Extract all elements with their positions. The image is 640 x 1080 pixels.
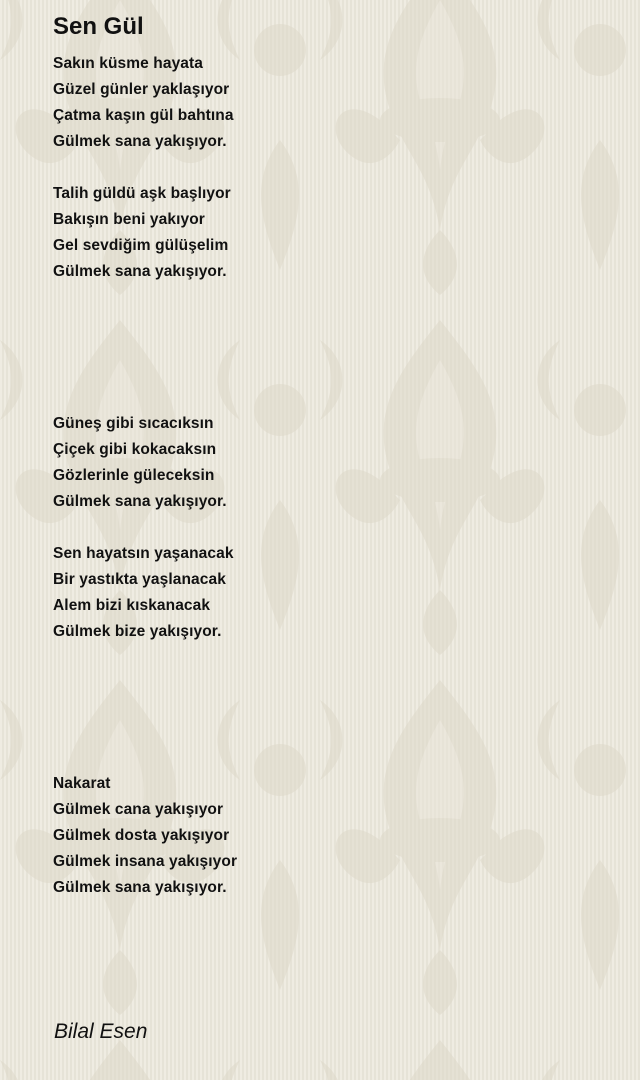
poem-author: Bilal Esen: [54, 1020, 148, 1043]
poem-line: Bir yastıkta yaşlanacak: [53, 571, 226, 588]
poem-line: Gülmek insana yakışıyor: [53, 853, 238, 870]
poem-stanza-5: [53, 771, 237, 901]
poem-line: Talih güldü aşk başlıyor: [53, 185, 231, 202]
poem-stanza-1: [53, 51, 234, 155]
poem-line: Bakışın beni yakıyor: [53, 211, 205, 228]
poem-line: Gülmek sana yakışıyor.: [53, 133, 227, 150]
poem-line: Gülmek cana yakışıyor: [53, 801, 224, 818]
poem-line: Gülmek sana yakışıyor.: [53, 879, 227, 896]
poem-line: Nakarat: [53, 775, 111, 792]
poem-stanza-3: [53, 411, 227, 515]
poem-line: Gözlerinle güleceksin: [53, 467, 215, 484]
poem-line: Gel sevdiğim gülüşelim: [53, 237, 229, 254]
poem-title: Sen Gül: [53, 13, 144, 40]
poem-line: Çiçek gibi kokacaksın: [53, 441, 217, 458]
poem-line: Sakın küsme hayata: [53, 55, 203, 72]
poem-line: Gülmek sana yakışıyor.: [53, 493, 227, 510]
poem-line: Çatma kaşın gül bahtına: [53, 107, 234, 124]
poem-line: Sen hayatsın yaşanacak: [53, 545, 234, 562]
poem-line: Güzel günler yaklaşıyor: [53, 81, 230, 98]
poem-stanza-4: [53, 541, 234, 645]
poem-line: Gülmek dosta yakışıyor: [53, 827, 230, 844]
poem-stanza-2: [53, 181, 231, 285]
poem-line: Gülmek bize yakışıyor.: [53, 623, 222, 640]
poem-line: Güneş gibi sıcacıksın: [53, 415, 214, 432]
poem-line: Alem bizi kıskanacak: [53, 597, 211, 614]
poem-line: Gülmek sana yakışıyor.: [53, 263, 227, 280]
